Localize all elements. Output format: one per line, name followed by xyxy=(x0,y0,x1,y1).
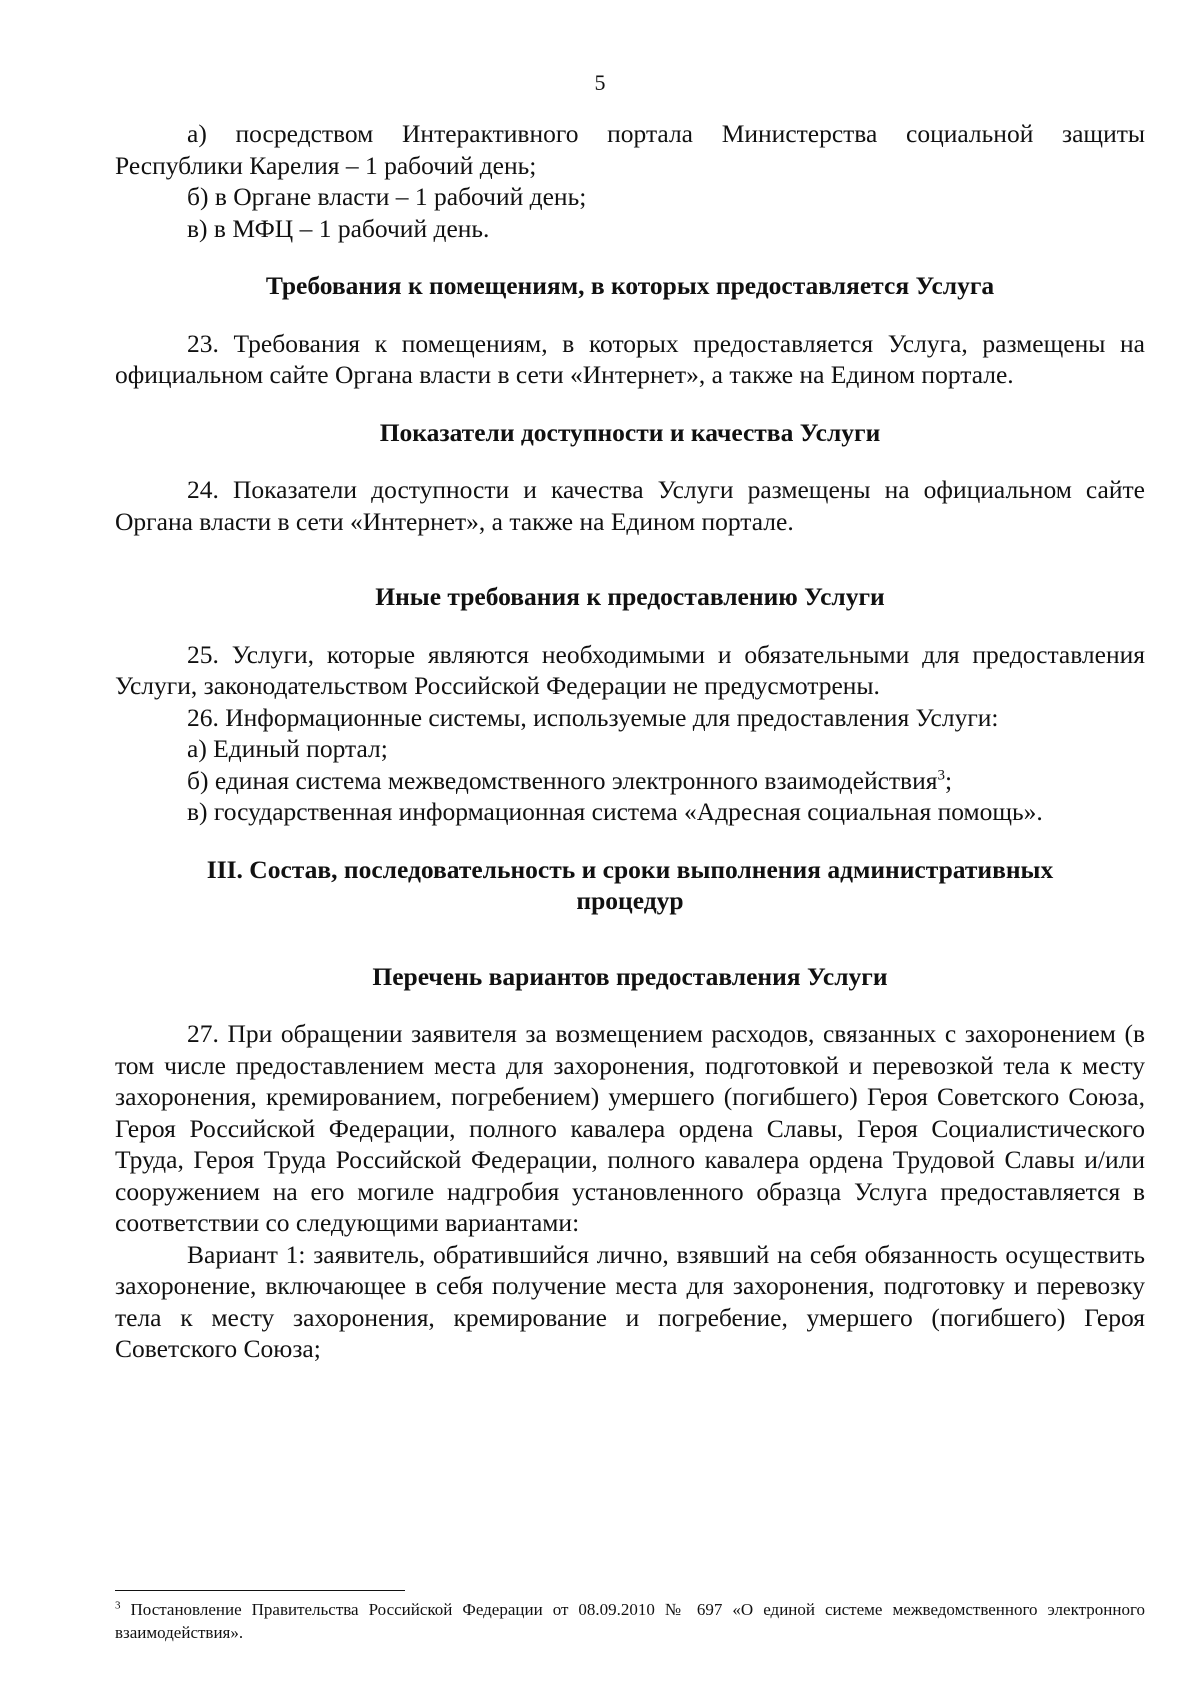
paragraph-b: б) в Органе власти – 1 рабочий день; xyxy=(187,182,587,211)
page-number: 5 xyxy=(594,70,606,95)
paragraph-v: в) в МФЦ – 1 рабочий день. xyxy=(187,213,490,243)
footnote xyxy=(115,1598,1145,1644)
heading-section-3-line1: III. Состав, последовательность и сроки выполнения административных xyxy=(206,854,1054,884)
paragraph-26v: в) государственная информационная система «Адресная социальная помощь». xyxy=(187,797,1043,826)
paragraph-a: а) посредством Интерактивного портала Министерства социальной защиты Республики Карелия – 1 рабочий день; xyxy=(115,119,1145,180)
paragraph-26b xyxy=(115,765,1145,797)
paragraph-variant-1: Вариант 1: заявитель, обратившийся лично, взявший на себя обязанность осуществить захоронение, включающее в себя получение места для захоронения, подготовку и перевозку тела к месту захоронения, кремирование и погребение, умершего (погибшего) Героя Советского Союза; xyxy=(115,1239,1145,1363)
paragraph-24: 24. Показатели доступности и качества Услуги размещены на официальном сайте Органа власти в сети «Интернет», а также на Едином портале. xyxy=(115,475,1145,536)
heading-variants: Перечень вариантов предоставления Услуги xyxy=(372,961,888,991)
footnote-text: Постановление Правительства Российской Федерации от 08.09.2010 № 697 «О единой системе межведомственного электронного взаимодействия». xyxy=(115,1600,1145,1642)
page-body xyxy=(115,118,1145,1365)
heading-other-requirements: Иные требования к предоставлению Услуги xyxy=(375,582,885,611)
paragraph-26: 26. Информационные системы, используемые для предоставления Услуги: xyxy=(187,702,999,732)
paragraph-26a: а) Единый портал; xyxy=(187,734,388,763)
footnote-mark: 3 xyxy=(115,1599,121,1612)
heading-rooms: Требования к помещениям, в которых предоставляется Услуга xyxy=(265,271,995,300)
paragraph-26b-end: ; xyxy=(944,765,953,795)
paragraph-26b-text: б) единая система межведомственного электронного взаимодействия xyxy=(187,765,938,795)
footnote-reference[interactable]: 3 xyxy=(937,767,945,783)
footnote-separator xyxy=(115,1590,405,1591)
paragraph-25: 25. Услуги, которые являются необходимыми и обязательными для предоставления Услуги, законодательством Российской Федерации не предусмотрены. xyxy=(115,639,1145,700)
paragraph-27: 27. При обращении заявителя за возмещением расходов, связанных с захоронением (в том числе предоставлением места для захоронения, подготовкой и перевозкой тела к месту захоронения, кремированием, погребением) умершего (погибшего) Героя Советского Союза, Героя Российской Федерации, полного кавалера ордена Славы, Героя Социалистического Труда, Героя Труда Российской Федерации, полного кавалера ордена Трудовой Славы и/или сооружением на его могиле надгробия установленного образца Услуга предоставляется в соответствии со следующими вариантами: xyxy=(115,1019,1145,1237)
heading-quality: Показатели доступности и качества Услуги xyxy=(379,417,881,447)
heading-section-3-line2: процедур xyxy=(576,886,684,915)
paragraph-23: 23. Требования к помещениям, в которых предоставляется Услуга, размещены на официальном сайте Органа власти в сети «Интернет», а также на Едином портале. xyxy=(115,328,1145,389)
heading-section-3 xyxy=(115,854,1145,917)
